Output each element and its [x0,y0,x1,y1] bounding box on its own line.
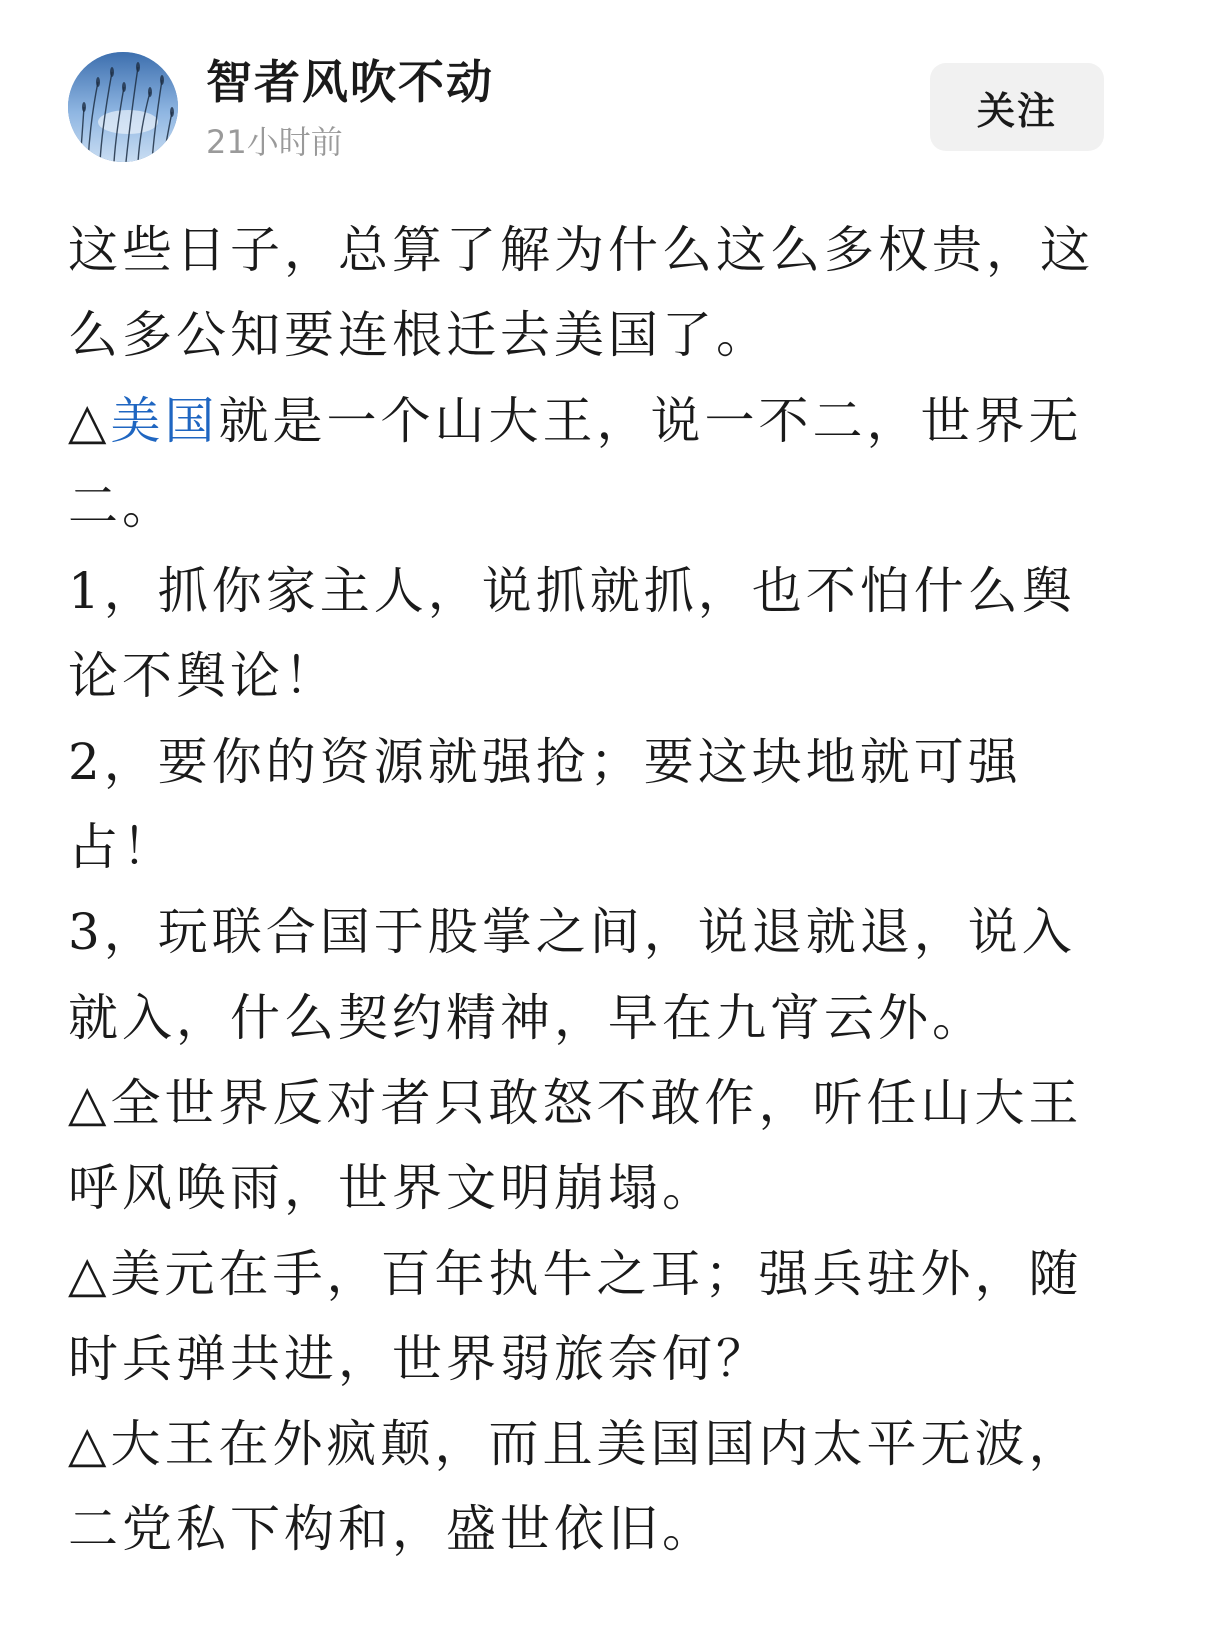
post-body [68,208,1108,1573]
post-paragraph-7: △美元在手，百年执牛之耳；强兵驻外，随时兵弹共进，世界弱旅奈何？ [68,1244,1083,1388]
usa-topic-link[interactable]: 美国 [110,391,219,450]
author-avatar[interactable] [68,52,178,162]
follow-button[interactable]: 关注 [930,63,1104,151]
post-paragraph-4: 2，要你的资源就强抢；要这块地就可强占！ [68,732,1022,877]
post-header [0,0,1214,200]
post-paragraph-6: △全世界反对者只敢怒不敢作，听任山大王呼风唤雨，世界文明崩塌。 [68,1073,1083,1218]
avatar-grass-image [68,52,178,162]
post-paragraph-5: 3，玩联合国于股掌之间，说退就退，说入就入，什么契约精神，早在九宵云外。 [68,903,1076,1047]
post-paragraph-2 [68,379,1108,550]
post-paragraph-1: 这些日子，总算了解为什么这么多权贵，这么多公知要连根迁去美国了。 [68,221,1094,365]
post-paragraph-3: 1，抓你家主人，说抓就抓，也不怕什么舆论不舆论！ [68,562,1076,706]
triangle-bullet: △ [68,391,111,450]
author-name[interactable]: 智者风吹不动 [206,55,494,109]
post-paragraph-2-text: 就是一个山大王，说一不二，世界无二。 [68,391,1083,535]
post-timestamp: 21小时前 [206,123,343,161]
post-paragraph-8: △大王在外疯颠，而且美国国内太平无波，二党私下构和，盛世依旧。 [68,1415,1083,1559]
